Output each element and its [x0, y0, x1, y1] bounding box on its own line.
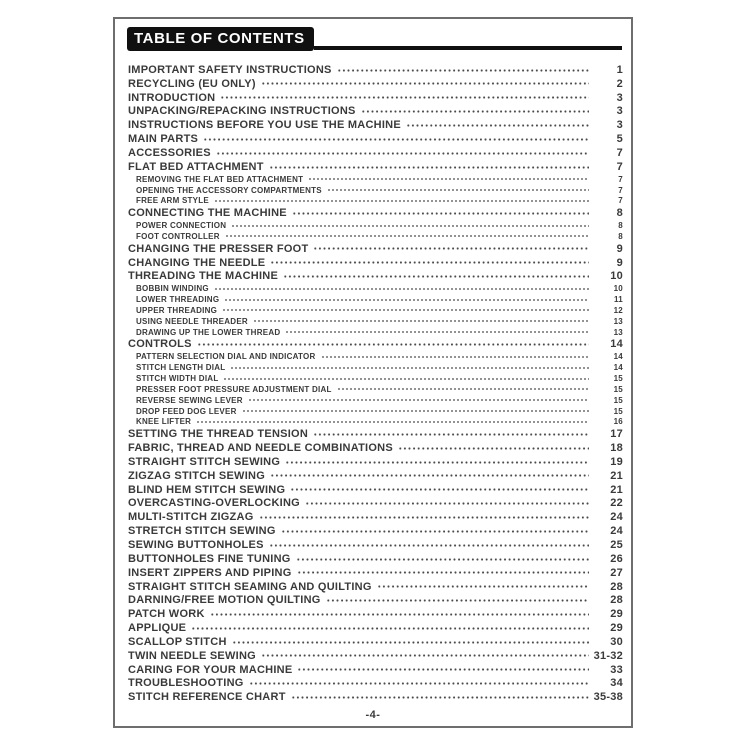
toc-page-number: 7 — [618, 174, 623, 184]
toc-page-number: 13 — [613, 327, 623, 337]
toc-entry-label: CONNECTING THE MACHINE — [128, 207, 287, 220]
toc-dotted-leader — [261, 649, 589, 663]
toc-page-number: 28 — [610, 594, 623, 607]
toc-row — [128, 327, 623, 338]
toc-dotted-leader — [297, 663, 589, 677]
toc-dotted-leader — [196, 416, 589, 427]
toc-dotted-leader — [337, 63, 589, 77]
toc-dotted-leader — [223, 373, 589, 384]
toc-dotted-leader — [269, 160, 589, 174]
toc-entry-label: SETTING THE THREAD TENSION — [128, 428, 309, 441]
toc-entry-label: USING NEEDLE THREADER — [136, 316, 248, 326]
toc-row — [128, 635, 623, 649]
toc-header — [115, 19, 631, 51]
toc-page-number: 9 — [616, 242, 623, 255]
toc-row — [128, 427, 623, 441]
toc-row — [128, 185, 623, 196]
toc-entry-label: INSERT ZIPPERS AND PIPING — [128, 566, 292, 579]
toc-row — [128, 220, 623, 231]
toc-dotted-leader — [222, 305, 589, 316]
toc-entry-label: POWER CONNECTION — [136, 221, 227, 231]
toc-entry-label: REMOVING THE FLAT BED ATTACHMENT — [136, 174, 304, 184]
toc-row — [128, 256, 623, 270]
header-rule — [314, 46, 622, 50]
toc-entry-label: APPLIQUE — [128, 622, 187, 635]
toc-dotted-leader — [313, 427, 589, 441]
toc-page-number: 25 — [610, 538, 623, 551]
toc-dotted-leader — [361, 105, 589, 119]
toc-page-number: 7 — [616, 160, 623, 173]
toc-dotted-leader — [285, 327, 589, 338]
toc-row — [128, 649, 623, 663]
toc-page-number: 2 — [616, 77, 623, 90]
toc-dotted-leader — [313, 242, 589, 256]
toc-entry-label: PATCH WORK — [128, 608, 205, 621]
toc-entry-label: STITCH LENGTH DIAL — [136, 363, 226, 373]
toc-page-number: 8 — [618, 221, 623, 231]
toc-entry-label: STITCH WIDTH DIAL — [136, 374, 219, 384]
toc-page-number: 17 — [610, 428, 623, 441]
toc-entry-label: FOOT CONTROLLER — [136, 231, 220, 241]
toc-page-number: 26 — [610, 552, 623, 565]
toc-page-number: 27 — [610, 566, 623, 579]
toc-dotted-leader — [285, 455, 589, 469]
toc-dotted-leader — [203, 132, 589, 146]
toc-dotted-leader — [197, 338, 589, 352]
toc-row — [128, 132, 623, 146]
toc-entry-label: LOWER THREADING — [136, 295, 220, 305]
toc-row — [128, 677, 623, 691]
toc-entry-label: MULTI-STITCH ZIGZAG — [128, 511, 254, 524]
toc-row — [128, 395, 623, 406]
toc-dotted-leader — [232, 635, 589, 649]
toc-page-number: 24 — [610, 511, 623, 524]
toc-entry-label: CARING FOR YOUR MACHINE — [128, 663, 293, 676]
toc-dotted-leader — [253, 316, 589, 327]
toc-entry-label: TWIN NEEDLE SEWING — [128, 649, 256, 662]
toc-entry-label: FABRIC, THREAD AND NEEDLE COMBINATIONS — [128, 442, 393, 455]
toc-entry-label: INSTRUCTIONS BEFORE YOU USE THE MACHINE — [128, 119, 401, 132]
toc-row — [128, 63, 623, 77]
toc-row — [128, 362, 623, 373]
toc-row — [128, 621, 623, 635]
toc-row — [128, 118, 623, 132]
toc-dotted-leader — [230, 362, 589, 373]
toc-dotted-leader — [224, 294, 589, 305]
toc-page-number: 21 — [610, 469, 623, 482]
toc-entry-label: CHANGING THE NEEDLE — [128, 256, 266, 269]
toc-dotted-leader — [270, 469, 589, 483]
toc-page-number: 5 — [616, 133, 623, 146]
toc-entry-label: TROUBLESHOOTING — [128, 677, 244, 690]
toc-dotted-leader — [261, 77, 589, 91]
toc-entry-label: CONTROLS — [128, 338, 192, 351]
toc-dotted-leader — [231, 220, 589, 231]
toc-row — [128, 373, 623, 384]
toc-dotted-leader — [210, 607, 589, 621]
toc-dotted-leader — [327, 185, 589, 196]
toc-page-number: 31-32 — [593, 649, 623, 662]
toc-dotted-leader — [214, 195, 589, 206]
toc-dotted-leader — [281, 524, 589, 538]
toc-page-number: 8 — [618, 231, 623, 241]
toc-dotted-leader — [406, 118, 589, 132]
toc-page-number: 22 — [610, 497, 623, 510]
toc-list — [115, 51, 631, 704]
toc-entry-label: FREE ARM STYLE — [136, 196, 209, 206]
toc-dotted-leader — [283, 270, 589, 284]
toc-entry-label: OVERCASTING-OVERLOCKING — [128, 497, 300, 510]
toc-dotted-leader — [249, 677, 589, 691]
toc-row — [128, 510, 623, 524]
toc-entry-label: UNPACKING/REPACKING INSTRUCTIONS — [128, 105, 356, 118]
toc-row — [128, 384, 623, 395]
toc-row — [128, 406, 623, 417]
toc-page-number: 10 — [610, 270, 623, 283]
page-frame — [113, 17, 633, 728]
toc-dotted-leader — [297, 566, 589, 580]
toc-entry-label: INTRODUCTION — [128, 91, 216, 104]
toc-entry-label: STRAIGHT STITCH SEAMING AND QUILTING — [128, 580, 372, 593]
toc-row — [128, 206, 623, 220]
toc-page-number: 7 — [618, 196, 623, 206]
toc-entry-label: RECYCLING (EU ONLY) — [128, 77, 256, 90]
toc-row — [128, 455, 623, 469]
toc-entry-label: STRAIGHT STITCH SEWING — [128, 455, 281, 468]
toc-page-number: 7 — [616, 146, 623, 159]
toc-row — [128, 77, 623, 91]
toc-row — [128, 469, 623, 483]
toc-row — [128, 538, 623, 552]
toc-page-number: 15 — [613, 384, 623, 394]
toc-page-number: 13 — [613, 316, 623, 326]
toc-dotted-leader — [305, 497, 589, 511]
toc-page-number: 35-38 — [593, 691, 623, 704]
toc-page-number: 3 — [616, 91, 623, 104]
page-title: TABLE OF CONTENTS — [127, 27, 314, 51]
toc-dotted-leader — [225, 231, 589, 242]
toc-entry-label: STITCH REFERENCE CHART — [128, 691, 286, 704]
toc-row — [128, 338, 623, 352]
toc-page-number: 21 — [610, 483, 623, 496]
toc-dotted-leader — [270, 256, 589, 270]
toc-dotted-leader — [292, 206, 589, 220]
toc-entry-label: PATTERN SELECTION DIAL AND INDICATOR — [136, 352, 316, 362]
toc-row — [128, 524, 623, 538]
toc-page-number: 29 — [610, 608, 623, 621]
toc-row — [128, 663, 623, 677]
toc-row — [128, 283, 623, 294]
toc-entry-label: IMPORTANT SAFETY INSTRUCTIONS — [128, 63, 332, 76]
toc-entry-label: CHANGING THE PRESSER FOOT — [128, 242, 309, 255]
toc-page-number: 24 — [610, 525, 623, 538]
toc-dotted-leader — [220, 91, 589, 105]
toc-page-number: 3 — [616, 105, 623, 118]
toc-page-number: 3 — [616, 119, 623, 132]
toc-entry-label: FLAT BED ATTACHMENT — [128, 160, 264, 173]
toc-row — [128, 105, 623, 119]
toc-entry-label: DROP FEED DOG LEVER — [136, 406, 237, 416]
toc-row — [128, 146, 623, 160]
toc-row — [128, 441, 623, 455]
toc-entry-label: PRESSER FOOT PRESSURE ADJUSTMENT DIAL — [136, 384, 332, 394]
toc-page-number: 11 — [614, 295, 623, 305]
toc-entry-label: DARNING/FREE MOTION QUILTING — [128, 594, 321, 607]
toc-row — [128, 607, 623, 621]
toc-page-number: 29 — [610, 622, 623, 635]
toc-page-number: 15 — [613, 374, 623, 384]
toc-page-number: 14 — [610, 338, 623, 351]
toc-page-number: 12 — [613, 305, 623, 315]
toc-page-number: 28 — [610, 580, 623, 593]
toc-dotted-leader — [248, 395, 589, 406]
toc-entry-label: SCALLOP STITCH — [128, 635, 227, 648]
toc-dotted-leader — [291, 690, 589, 704]
toc-dotted-leader — [398, 441, 589, 455]
toc-page-number: 15 — [613, 395, 623, 405]
toc-row — [128, 231, 623, 242]
toc-row — [128, 497, 623, 511]
toc-page-number: 18 — [610, 442, 623, 455]
toc-dotted-leader — [259, 510, 589, 524]
toc-row — [128, 160, 623, 174]
toc-row — [128, 416, 623, 427]
toc-dotted-leader — [290, 483, 589, 497]
toc-dotted-leader — [216, 146, 589, 160]
toc-dotted-leader — [308, 174, 589, 185]
toc-dotted-leader — [242, 406, 589, 417]
toc-page-number: 10 — [613, 284, 623, 294]
toc-dotted-leader — [321, 351, 589, 362]
toc-dotted-leader — [296, 552, 589, 566]
toc-entry-label: BOBBIN WINDING — [136, 284, 209, 294]
toc-row — [128, 351, 623, 362]
toc-entry-label: OPENING THE ACCESSORY COMPARTMENTS — [136, 185, 322, 195]
toc-entry-label: DRAWING UP THE LOWER THREAD — [136, 327, 281, 337]
toc-page-number: 16 — [613, 417, 623, 427]
toc-page-number: 14 — [613, 352, 623, 362]
toc-entry-label: MAIN PARTS — [128, 133, 199, 146]
toc-row — [128, 195, 623, 206]
toc-dotted-leader — [337, 384, 589, 395]
toc-entry-label: STRETCH STITCH SEWING — [128, 525, 276, 538]
toc-dotted-leader — [377, 580, 589, 594]
toc-entry-label: BUTTONHOLES FINE TUNING — [128, 552, 291, 565]
toc-entry-label: BLIND HEM STITCH SEWING — [128, 483, 286, 496]
toc-entry-label: REVERSE SEWING LEVER — [136, 395, 243, 405]
toc-page-number: 15 — [613, 406, 623, 416]
toc-entry-label: ACCESSORIES — [128, 146, 211, 159]
toc-page-number: 33 — [610, 663, 623, 676]
toc-dotted-leader — [214, 283, 589, 294]
toc-entry-label: SEWING BUTTONHOLES — [128, 538, 264, 551]
toc-page-number: 19 — [610, 455, 623, 468]
toc-dotted-leader — [269, 538, 589, 552]
footer-page-number: -4- — [365, 709, 381, 721]
toc-row — [128, 316, 623, 327]
toc-entry-label: THREADING THE MACHINE — [128, 270, 279, 283]
toc-row — [128, 593, 623, 607]
toc-entry-label: KNEE LIFTER — [136, 417, 192, 427]
toc-row — [128, 552, 623, 566]
toc-row — [128, 294, 623, 305]
toc-row — [128, 174, 623, 185]
toc-dotted-leader — [326, 593, 589, 607]
toc-page-number: 34 — [610, 677, 623, 690]
toc-page-number: 1 — [616, 63, 623, 76]
toc-dotted-leader — [191, 621, 589, 635]
toc-row — [128, 566, 623, 580]
toc-row — [128, 483, 623, 497]
toc-row — [128, 242, 623, 256]
toc-entry-label: ZIGZAG STITCH SEWING — [128, 469, 265, 482]
toc-page-number: 30 — [610, 635, 623, 648]
toc-row — [128, 91, 623, 105]
toc-row — [128, 690, 623, 704]
toc-entry-label: UPPER THREADING — [136, 305, 218, 315]
toc-row — [128, 580, 623, 594]
toc-row — [128, 270, 623, 284]
toc-row — [128, 305, 623, 316]
toc-page-number: 8 — [616, 207, 623, 220]
toc-page-number: 14 — [613, 363, 623, 373]
toc-page-number: 7 — [618, 185, 623, 195]
toc-page-number: 9 — [616, 256, 623, 269]
